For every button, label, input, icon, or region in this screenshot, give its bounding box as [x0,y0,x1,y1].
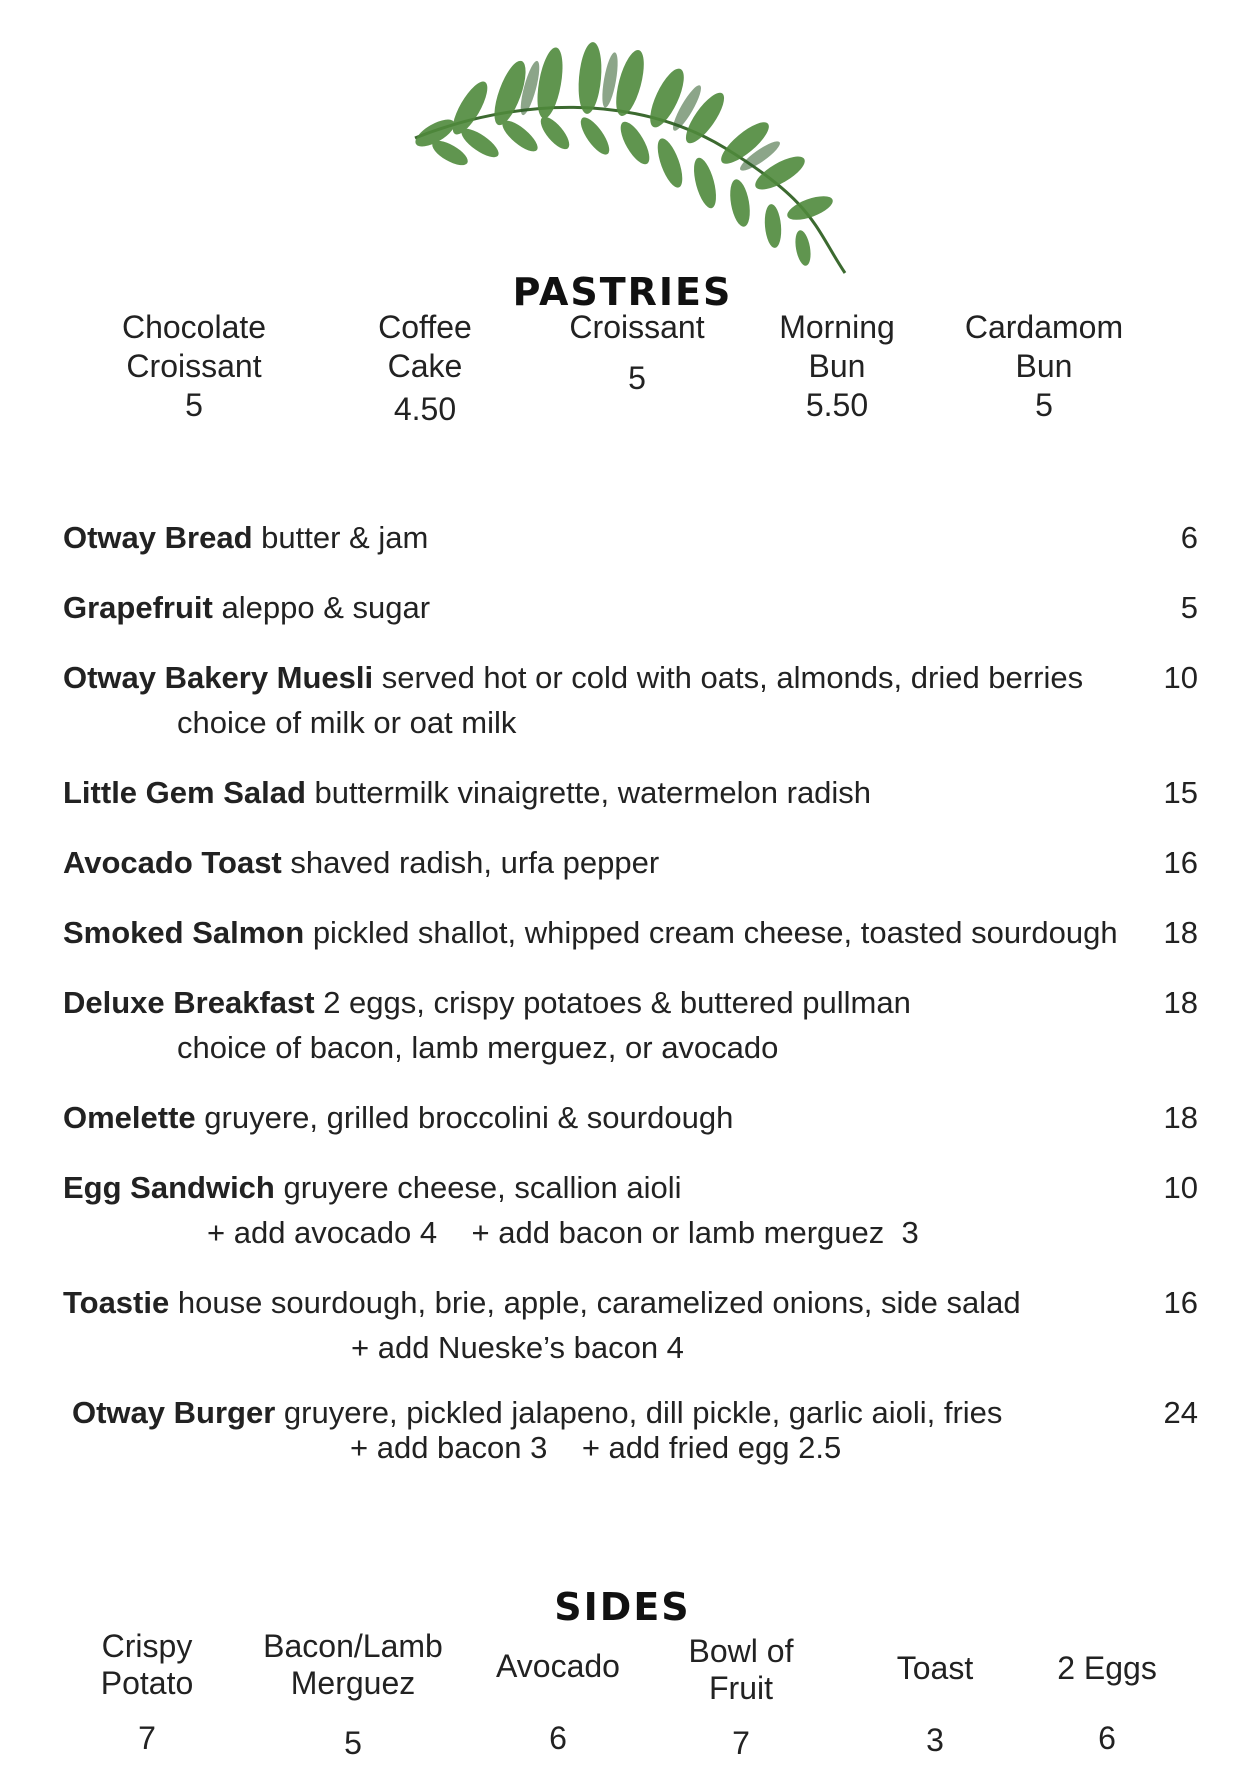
pastry-price: 5 [185,387,203,423]
item-desc: aleppo & sugar [221,590,431,625]
side-bacon-lamb-merguez [263,1628,443,1702]
item-desc: gruyere cheese, scallion aioli [283,1170,682,1205]
item-name: Otway Bakery Muesli [63,660,374,695]
pastry-price: 5 [628,360,646,396]
item-name: Deluxe Breakfast [63,985,315,1020]
menu-item-muesli [63,655,1198,745]
pastry-name: Cardamom [964,309,1124,345]
item-name: Egg Sandwich [63,1170,275,1205]
menu-item-grapefruit [63,585,1198,630]
item-price: 18 [1163,985,1198,1020]
menu-item-avocado-toast [63,840,1198,885]
side-name: Toast [896,1650,974,1686]
item-desc: gruyere, grilled broccolini & sourdough [204,1100,734,1135]
pastry-morning-bun [737,308,937,425]
item-price: 10 [1163,1170,1198,1205]
item-price: 6 [1180,520,1198,555]
item-price: 18 [1163,1100,1198,1135]
menu-item-otway-bread [63,515,1198,560]
item-desc: house sourdough, brie, apple, caramelized onions, side salad [177,1285,1021,1320]
side-name: Fruit [709,1670,773,1706]
side-bowl-of-fruit [651,1633,831,1707]
side-price: 7 [732,1725,750,1761]
menu-item-little-gem-salad [63,770,1198,815]
fern-illustration [405,38,885,278]
item-sub: choice of bacon, lamb merguez, or avocado [177,1030,779,1065]
item-name: Smoked Salmon [63,915,305,950]
sides-heading: SIDES [554,1585,691,1629]
pastry-name: Coffee [378,309,472,345]
pastry-name: Croissant [126,348,262,384]
side-name: Potato [100,1665,194,1701]
side-name: 2 Eggs [1057,1650,1157,1686]
item-name: Otway Burger [72,1395,276,1430]
item-sub: + add avocado 4 + add bacon or lamb merguez 3 [207,1215,919,1250]
pastry-price: 5 [1035,387,1053,423]
item-sub: choice of milk or oat milk [177,705,517,740]
side-price: 5 [344,1725,362,1761]
item-price: 24 [1163,1395,1198,1430]
side-crispy-potato [57,1628,237,1702]
item-name: Grapefruit [63,590,213,625]
side-name: Bowl of [688,1633,794,1669]
side-name: Merguez [290,1665,416,1701]
side-price: 7 [138,1720,156,1756]
side-price: 6 [1098,1720,1116,1756]
pastry-cardamom-bun [944,308,1144,425]
menu-item-egg-sandwich [63,1165,1198,1255]
pastry-name: Morning [779,309,895,345]
item-price: 18 [1163,915,1198,950]
pastry-name: Bun [808,348,866,384]
item-price: 5 [1180,590,1198,625]
pastry-name: Bun [1015,348,1073,384]
item-price: 16 [1163,845,1198,880]
pastries-heading: PASTRIES [512,270,733,314]
item-name: Toastie [63,1285,170,1320]
item-name: Little Gem Salad [63,775,306,810]
item-name: Avocado Toast [63,845,282,880]
menu-item-deluxe-breakfast [63,980,1198,1070]
item-desc: buttermilk vinaigrette, watermelon radish [314,775,872,810]
side-toast [845,1650,1025,1687]
pastry-coffee-cake [325,308,525,429]
side-name: Bacon/Lamb [263,1628,443,1664]
menu-item-otway-burger [72,1395,1198,1465]
item-sub: + add Nueske’s bacon 4 [351,1330,684,1365]
item-desc: gruyere, pickled jalapeno, dill pickle, garlic aioli, fries [283,1395,1003,1430]
side-price: 6 [549,1720,567,1756]
pastry-name: Cake [387,348,463,384]
item-price: 10 [1163,660,1198,695]
menu-item-toastie [63,1280,1198,1370]
item-price: 16 [1163,1285,1198,1320]
side-price: 3 [926,1722,944,1758]
pastry-chocolate-croissant [94,308,294,425]
item-name: Omelette [63,1100,196,1135]
item-name: Otway Bread [63,520,253,555]
item-desc: oats, almonds, dried berries [700,660,1084,695]
item-desc: pickled shallot, whipped cream cheese, toasted sourdough [312,915,1118,950]
item-sub: + add bacon 3 + add fried egg 2.5 [350,1430,842,1465]
menu-item-omelette [63,1095,1198,1140]
pastry-price: 4.50 [393,391,457,427]
pastry-price: 5.50 [805,387,869,423]
item-desc-emphasis: served hot or cold with [381,660,692,695]
item-price: 15 [1163,775,1198,810]
pastry-croissant [537,308,737,398]
side-2-eggs [1017,1650,1197,1687]
item-desc: 2 eggs, crispy potatoes & buttered pullman [323,985,911,1020]
item-desc: butter & jam [261,520,429,555]
pastry-name: Croissant [569,309,705,345]
item-desc: shaved radish, urfa pepper [290,845,660,880]
side-name: Crispy [101,1628,193,1664]
side-avocado [468,1648,648,1685]
pastry-name: Chocolate [121,309,267,345]
menu-item-smoked-salmon [63,910,1198,955]
side-name: Avocado [496,1648,620,1684]
